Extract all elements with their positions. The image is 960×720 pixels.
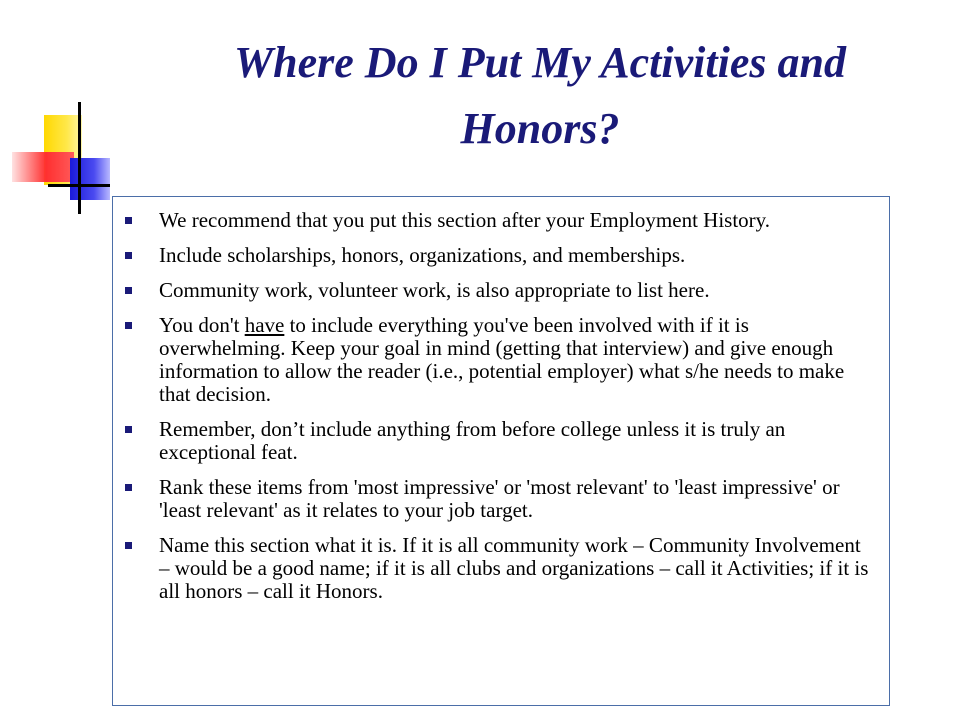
bullet-text-pre: You don't	[159, 313, 245, 337]
square-bullet-icon	[125, 322, 132, 329]
square-bullet-icon	[125, 542, 132, 549]
bullet-item	[113, 314, 873, 406]
bullet-text: Include scholarships, honors, organizations, and memberships.	[159, 243, 686, 267]
bullet-text: Remember, don’t include anything from before college unless it is truly an exceptional feat.	[159, 417, 786, 464]
bullet-text: Rank these items from 'most impressive' or 'most relevant' to 'least impressive' or 'least relevant' as it relates to your job target.	[159, 475, 840, 522]
content-box	[112, 196, 890, 706]
bullet-item	[113, 418, 873, 464]
slide-title: Where Do I Put My Activities and Honors?	[234, 38, 846, 153]
bullet-text-post: to include everything you've been involved with if it is overwhelming. Keep your goal in mind (getting that interview) and give enough information to allow the reader (i.e., potential employer) what s/he needs to make that decision.	[159, 313, 845, 406]
logo-vertical-line	[78, 102, 81, 214]
square-bullet-icon	[125, 426, 132, 433]
square-bullet-icon	[125, 484, 132, 491]
logo-horizontal-line	[48, 184, 110, 187]
bullet-item	[113, 209, 873, 232]
bullet-text-underlined: have	[244, 313, 285, 337]
square-bullet-icon	[125, 287, 132, 294]
square-bullet-icon	[125, 217, 132, 224]
bullet-text: Name this section what it is. If it is all community work – Community Involvement – would be a good name; if it is all clubs and organizations – call it Activities; if it is all honors – call it Honors.	[159, 533, 869, 603]
square-bullet-icon	[125, 252, 132, 259]
bullet-text: Community work, volunteer work, is also appropriate to list here.	[159, 278, 710, 302]
logo-red-block	[12, 152, 74, 182]
bullet-item	[113, 476, 873, 522]
logo-blue-block	[70, 158, 110, 200]
bullet-item	[113, 244, 873, 267]
bullet-list	[113, 209, 873, 615]
bullet-item	[113, 534, 873, 603]
bullet-text: We recommend that you put this section after your Employment History.	[159, 208, 771, 232]
bullet-item	[113, 279, 873, 302]
